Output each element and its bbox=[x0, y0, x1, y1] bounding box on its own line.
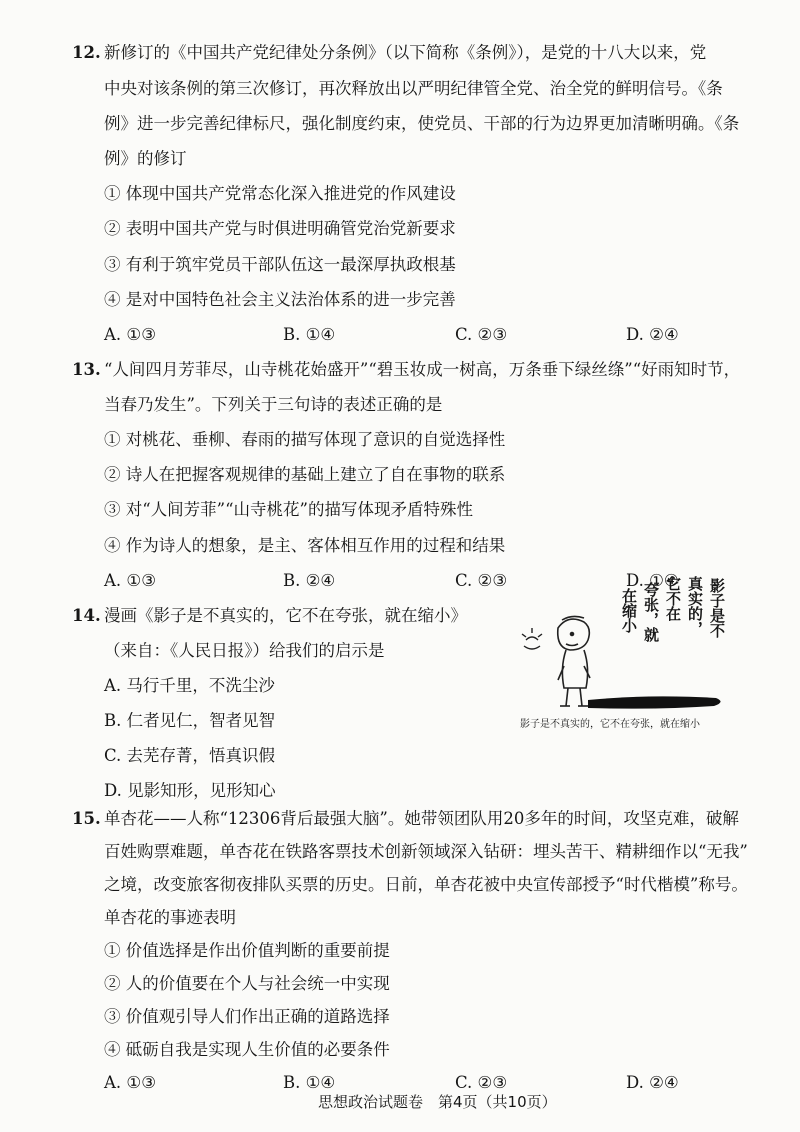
statement-item: ① 对桃花、垂柳、春雨的描写体现了意识的自觉选择性 bbox=[104, 430, 506, 449]
answer-choice-a[interactable]: A. 马行千里，不洗尘沙 bbox=[104, 676, 275, 695]
question-number: 15. bbox=[72, 809, 101, 828]
question-stem-line: （来自：《人民日报》）给我们的启示是 bbox=[104, 641, 385, 660]
question-stem-line: “人间四月芳菲尽，山寺桃花始盛开”“碧玉妆成一树高，万条垂下绿丝绦”“好雨知时节， bbox=[104, 360, 741, 379]
answer-choice-d[interactable]: D. ①④ bbox=[626, 571, 679, 590]
statement-item: ③ 对“人间芳菲”“山寺桃花”的描写体现矛盾特殊性 bbox=[104, 500, 473, 519]
comic-speech-col: 夸张，就 bbox=[642, 582, 660, 642]
question-stem-line: 之境，改变旅客彻夜排队买票的历史。日前，单杏花被中央宣传部授予“时代楷模”称号。 bbox=[104, 875, 748, 894]
comic-speech-col: 真实的， bbox=[686, 576, 704, 636]
comic-speech-col: 在缩小 bbox=[620, 588, 638, 633]
question-stem-line: 例》进一步完善纪律标尺，强化制度约束，使党员、干部的行为边界更加清晰明确。《条 bbox=[104, 114, 740, 133]
comic-speech-col: 影子是不 bbox=[708, 578, 726, 638]
answer-choice-c[interactable]: C. ②③ bbox=[455, 1073, 508, 1092]
question-stem-line: 当春乃发生”。下列关于三句诗的表述正确的是 bbox=[104, 395, 443, 414]
answer-choice-d[interactable]: D. ②④ bbox=[626, 1073, 679, 1092]
question-stem-line: 单杏花——人称“12306背后最强大脑”。她带领团队用20多年的时间，攻坚克难，破解 bbox=[104, 809, 739, 828]
page-footer: 思想政治试题卷 第4页（共10页） bbox=[318, 1093, 557, 1111]
question-stem-line: 漫画《影子是不真实的，它不在夸张，就在缩小》 bbox=[104, 606, 467, 625]
answer-choice-a[interactable]: A. ①③ bbox=[104, 1073, 156, 1092]
question-stem-line: 新修订的《中国共产党纪律处分条例》（以下简称《条例》），是党的十八大以来，党 bbox=[104, 43, 707, 62]
question-stem-line: 例》的修订 bbox=[104, 149, 187, 168]
answer-choice-d[interactable]: D. 见影知形，见形知心 bbox=[104, 781, 276, 800]
statement-item: ③ 价值观引导人们作出正确的道路选择 bbox=[104, 1007, 390, 1026]
question-stem-line: 百姓购票难题，单杏花在铁路客票技术创新领域深入钻研：埋头苦干、精耕细作以“无我” bbox=[104, 842, 748, 861]
question-stem-line: 单杏花的事迹表明 bbox=[104, 908, 236, 927]
answer-choice-b[interactable]: B. ①④ bbox=[283, 325, 336, 344]
answer-choice-a[interactable]: A. ①③ bbox=[104, 571, 156, 590]
statement-item: ② 诗人在把握客观规律的基础上建立了自在事物的联系 bbox=[104, 465, 506, 484]
answer-choice-d[interactable]: D. ②④ bbox=[626, 325, 679, 344]
question-number: 12. bbox=[72, 43, 101, 62]
comic-caption: 影子是不真实的，它不在夸张，就在缩小 bbox=[520, 719, 700, 730]
statement-item: ① 体现中国共产党常态化深入推进党的作风建设 bbox=[104, 184, 456, 203]
answer-choice-b[interactable]: B. 仁者见仁，智者见智 bbox=[104, 711, 276, 730]
question-number: 13. bbox=[72, 360, 101, 379]
statement-item: ④ 砥砺自我是实现人生价值的必要条件 bbox=[104, 1040, 390, 1059]
question-number: 14. bbox=[72, 606, 101, 625]
statement-item: ① 价值选择是作出价值判断的重要前提 bbox=[104, 941, 390, 960]
answer-choice-c[interactable]: C. ②③ bbox=[455, 571, 508, 590]
statement-item: ③ 有利于筑牢党员干部队伍这一最深厚执政根基 bbox=[104, 255, 456, 274]
statement-item: ② 表明中国共产党与时俱进明确管党治党新要求 bbox=[104, 219, 456, 238]
statement-item: ④ 作为诗人的想象，是主、客体相互作用的过程和结果 bbox=[104, 536, 506, 555]
comic-speech-col: 它不在 bbox=[664, 576, 682, 621]
statement-item: ② 人的价值要在个人与社会统一中实现 bbox=[104, 974, 390, 993]
answer-choice-b[interactable]: B. ①④ bbox=[283, 1073, 336, 1092]
question-stem-line: 中央对该条例的第三次修订，再次释放出以严明纪律管全党、治全党的鲜明信号。《条 bbox=[104, 79, 723, 98]
answer-choice-b[interactable]: B. ②④ bbox=[283, 571, 336, 590]
statement-item: ④ 是对中国特色社会主义法治体系的进一步完善 bbox=[104, 290, 456, 309]
answer-choice-c[interactable]: C. ②③ bbox=[455, 325, 508, 344]
answer-choice-a[interactable]: A. ①③ bbox=[104, 325, 156, 344]
answer-choice-c[interactable]: C. 去芜存菁，悟真识假 bbox=[104, 746, 276, 765]
